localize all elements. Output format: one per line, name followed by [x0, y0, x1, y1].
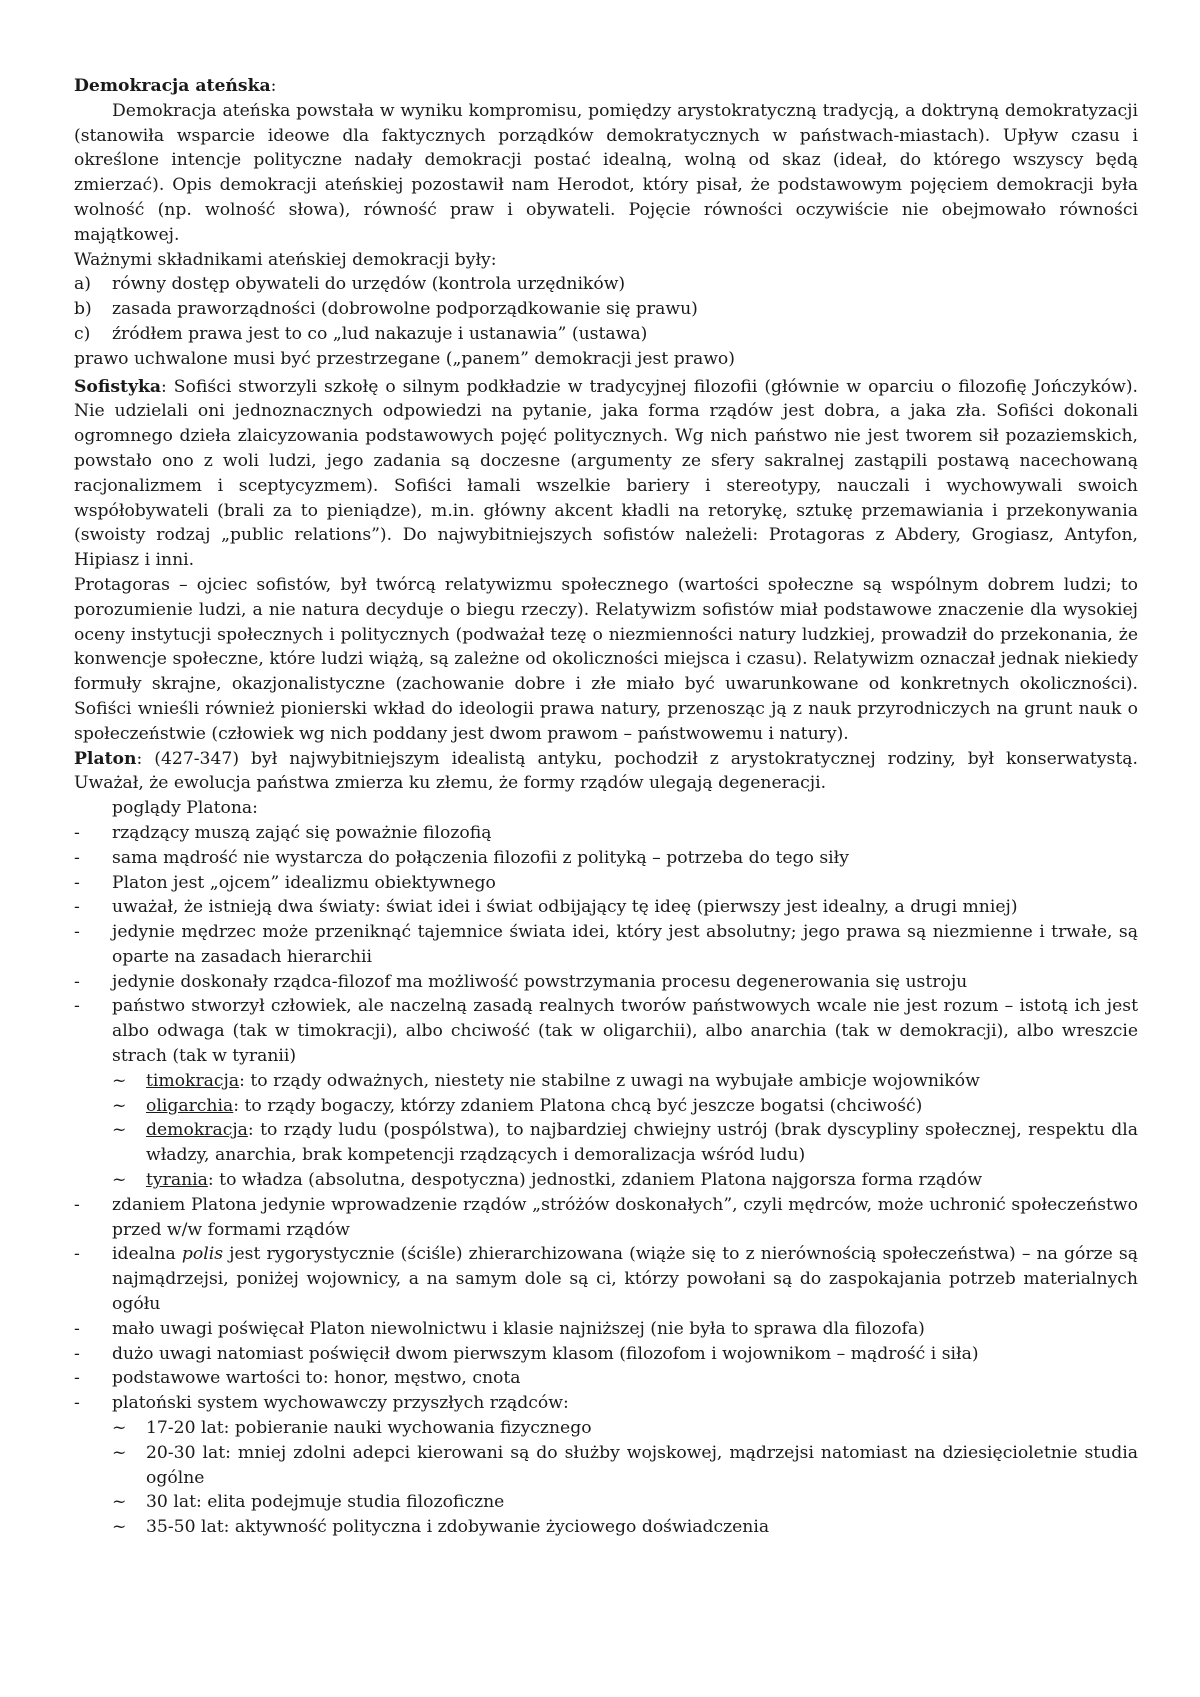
- tilde-bullet: ~: [112, 1095, 127, 1116]
- tilde-bullet: ~: [112, 1120, 127, 1141]
- ideal-post: jest rygorystycznie (ściśle) zhierarchizowana (wiąże się to z nierównością społeczeństwa) – na górze są najmądrzejsi, poniżej wojownicy, a na samym dole są ci, którzy powołani są do zaspokajania potrzeb materialnych ogółu: [112, 1244, 1138, 1315]
- demokracja-heading-line: [74, 74, 1138, 99]
- bullet: -: [74, 897, 80, 918]
- heading-colon: :: [270, 76, 277, 96]
- list-item: [74, 322, 1138, 347]
- tilde-bullet: ~: [112, 1418, 127, 1439]
- list-item-text: równy dostęp obywateli do urzędów (kontrola urzędników): [112, 274, 626, 295]
- platon-paragraph: [74, 747, 1138, 797]
- tilde-bullet: ~: [112, 1170, 127, 1191]
- list-item-text: 35-50 lat: aktywność polityczna i zdobywanie życiowego doświadczenia: [146, 1517, 770, 1538]
- list-item-text: rządzący muszą zająć się poważnie filozofią: [112, 822, 492, 843]
- tilde-bullet: ~: [112, 1517, 127, 1538]
- sub-list-item: [74, 1168, 1138, 1193]
- bullet: -: [74, 1393, 80, 1414]
- tilde-bullet: ~: [112, 1442, 127, 1463]
- list-item: [74, 1366, 1138, 1391]
- list-item: [74, 272, 1138, 297]
- bullet: -: [74, 1368, 80, 1389]
- list-item-text: [146, 1069, 1138, 1094]
- list-item: [74, 1317, 1138, 1342]
- sofistyka-paragraph: [74, 375, 1138, 573]
- list-item: [74, 1193, 1138, 1243]
- list-item-text: źródłem prawa jest to co „lud nakazuje i ustanawia” (ustawa): [112, 323, 648, 344]
- tilde-bullet: ~: [112, 1070, 127, 1091]
- list-item-text: 20-30 lat: mniej zdolni adepci kierowani są do służby wojskowej, mądrzejsi natomiast na dziesięcioletnie studia ogólne: [146, 1442, 1138, 1488]
- ideal-pre: idealna: [112, 1244, 182, 1265]
- platon-heading: Platon: [74, 748, 137, 769]
- sub-list-item: [74, 1069, 1138, 1094]
- sub-list-item: [74, 1118, 1138, 1168]
- sofistyka-text: : Sofiści stworzyli szkołę o silnym podkładzie w tradycyjnej filozofii (głównie w oparciu o filozofię Jończyków). Nie udzielali oni jednoznacznych odpowiedzi na pytanie, jaka forma rządów jest dobra, a jaka zła. Sofiści dokonali ogromnego dzieła zlaicyzowania podstawowych pojęć politycznych. Wg nich państwo nie jest tworem sił pozaziemskich, powstało ono z woli ludzi, jego zadania są doczesne (argumenty ze sfery sakralnej zastąpili postawą nacechowaną racjonalizmem i sceptycyzmem). Sofiści łamali wszelkie bariery i stereotypy, nauczali i wychowywali swoich współobywateli (brali za to pieniądze), m.in. główny akcent kładli na retorykę, sztukę przemawiania i przekonywania (swoisty rodzaj „public relations”). Do najwybitniejszych sofistów należeli: Protagoras z Abdery, Grogiasz, Antyfon, Hipiasz i inni.: [74, 376, 1138, 571]
- list-marker: b): [74, 299, 92, 320]
- list-item-text: dużo uwagi natomiast poświęcił dwom pierwszym klasom (filozofom i wojownikom – mądrość i siła): [112, 1343, 979, 1364]
- demokracja-paragraph: Demokracja ateńska powstała w wyniku kompromisu, pomiędzy arystokratyczną tradycją, a doktryną demokratyzacji (stanowiła wsparcie ideowe dla faktycznych porządków demokratycznych w państwach-miastach). Upływ czasu i określone intencje polityczne nadały demokracji postać idealną, wolną od skaz (ideał, do którego wszyscy będą zmierzać). Opis demokracji ateńskiej pozostawił nam Herodot, który pisał, że podstawowym pojęciem demokracji była wolność (np. wolność słowa), równość praw i obywateli. Pojęcie równości oczywiście nie obejmowało równości majątkowej.: [74, 100, 1138, 245]
- form-name: demokracja: [146, 1120, 248, 1141]
- list-item-text: zdaniem Platona jedynie wprowadzenie rządów „stróżów doskonałych”, czyli mędrców, może uchronić społeczeństwo przed w/w formami rządów: [112, 1194, 1138, 1240]
- form-desc: : to rządy ludu (pospólstwa), to najbardziej chwiejny ustrój (brak dyscypliny społecznej, respektu dla władzy, anarchia, brak kompetencji rządzących i demoralizacja wśród ludu): [146, 1120, 1138, 1166]
- list-item: [74, 297, 1138, 322]
- tilde-bullet: ~: [112, 1492, 127, 1513]
- protagoras-paragraph: Protagoras – ojciec sofistów, był twórcą relatywizmu społecznego (wartości społeczne są wspólnym dobrem ludzi; to porozumienie ludzi, a nie natura decyduje o biegu rzeczy). Relatywizm sofistów miał podstawowe znaczenie dla wysokiej oceny instytucji społecznych i politycznych (podważał tezę o niezmienności natury ludzkiej, prowadził do przekonania, że konwencje społeczne, które ludzi wiążą, są zależne od okoliczności miejsca i czasu). Relatywizm oznaczał jednak niekiedy formuły skrajne, okazjonalistyczne (zachowanie dobre i złe miało być uwarunkowane od konkretnych okoliczności). Sofiści wnieśli również pionierski wkład do ideologii prawa natury, przenosząc ją z nauk przyrodniczych na grunt nauk o społeczeństwie (człowiek wg nich poddany jest dwom prawom – państwowemu i natury).: [74, 574, 1138, 744]
- list-item: [74, 895, 1138, 920]
- sub-list-item: [74, 1490, 1138, 1515]
- sofistyka-heading: Sofistyka: [74, 376, 162, 397]
- platon-text: : (427-347) był najwybitniejszym idealistą antyku, pochodził z arystokratycznej rodziny, był konserwatystą. Uważał, że ewolucja państwa zmierza ku złemu, że formy rządów ulegają degeneracji.: [74, 748, 1138, 794]
- bullet: -: [74, 1343, 80, 1364]
- list-item: [74, 1242, 1138, 1316]
- list-item-text: jedynie mędrzec może przeniknąć tajemnice świata idei, który jest absolutny; jego prawa są niezmienne i trwałe, są oparte na zasadach hierarchii: [112, 922, 1138, 967]
- list-item-text: uważał, że istnieją dwa światy: świat idei i świat odbijający tę ideę (pierwszy jest idealny, a drugi mniej): [112, 897, 1018, 918]
- form-desc: : to władza (absolutna, despotyczna) jednostki, zdaniem Platona najgorsza forma rządów: [207, 1170, 983, 1191]
- bullet: -: [74, 1194, 80, 1215]
- list-item: [74, 994, 1138, 1068]
- list-item-text: platoński system wychowawczy przyszłych rządców:: [112, 1393, 569, 1414]
- demokracja-closing: prawo uchwalone musi być przestrzegane („panem” demokracji jest prawo): [74, 348, 735, 369]
- form-name: tyrania: [146, 1170, 208, 1191]
- sub-list-item: [74, 1515, 1138, 1540]
- list-item-text: zasada praworządności (dobrowolne podporządkowanie się prawu): [112, 299, 698, 320]
- list-item-text: [146, 1118, 1138, 1168]
- sub-list-item: [74, 1094, 1138, 1119]
- bullet: -: [74, 971, 80, 992]
- bullet: -: [74, 822, 80, 843]
- bullet: -: [74, 1318, 80, 1339]
- list-marker: a): [74, 274, 91, 295]
- list-item-text: mało uwagi poświęcał Platon niewolnictwu i klasie najniższej (nie była to sprawa dla filozofa): [112, 1318, 925, 1339]
- list-item: [74, 1391, 1138, 1416]
- demokracja-heading: Demokracja ateńska: [74, 76, 271, 96]
- form-desc: : to rządy bogaczy, którzy zdaniem Platona chcą być jeszcze bogatsi (chciwość): [233, 1095, 923, 1116]
- list-item-text: [146, 1094, 1138, 1119]
- list-item: [74, 871, 1138, 896]
- list-item-text: państwo stworzył człowiek, ale naczelną zasadą realnych tworów państwowych wcale nie jest rozum – istotą ich jest albo odwaga (tak w timokracji), albo chciwość (tak w oligarchii), albo anarchia (tak w demokracji), albo wreszcie strach (tak w tyranii): [112, 996, 1138, 1067]
- list-item-text: [112, 1242, 1138, 1316]
- list-item: [74, 970, 1138, 995]
- list-item-text: jedynie doskonały rządca-filozof ma możliwość powstrzymania procesu degenerowania się ustroju: [112, 971, 968, 992]
- demokracja-list-intro: Ważnymi składnikami ateńskiej demokracji były:: [74, 249, 497, 270]
- form-name: oligarchia: [146, 1095, 234, 1116]
- sub-list-item: [74, 1416, 1138, 1441]
- list-item: [74, 1342, 1138, 1367]
- ideal-polis: polis: [181, 1244, 224, 1265]
- form-desc: : to rządy odważnych, niestety nie stabilne z uwagi na wybujałe ambicje wojowników: [239, 1070, 980, 1091]
- bullet: -: [74, 996, 80, 1017]
- bullet: -: [74, 922, 80, 943]
- bullet: -: [74, 847, 80, 868]
- list-item: [74, 821, 1138, 846]
- list-item-text: [146, 1168, 1138, 1193]
- bullet: -: [74, 872, 80, 893]
- sub-list-item: [74, 1441, 1138, 1491]
- list-item: [74, 920, 1138, 970]
- list-item-text: Platon jest „ojcem” idealizmu obiektywnego: [112, 872, 496, 893]
- bullet: -: [74, 1244, 80, 1265]
- list-item-text: sama mądrość nie wystarcza do połączenia filozofii z polityką – potrzeba do tego siły: [112, 847, 849, 868]
- list-item-text: 17-20 lat: pobieranie nauki wychowania fizycznego: [146, 1418, 592, 1439]
- platon-views-label: poglądy Platona:: [112, 798, 258, 819]
- list-item-text: 30 lat: elita podejmuje studia filozoficzne: [146, 1492, 505, 1513]
- list-marker: c): [74, 323, 91, 344]
- form-name: timokracja: [146, 1070, 240, 1091]
- list-item-text: podstawowe wartości to: honor, męstwo, cnota: [112, 1368, 521, 1389]
- list-item: [74, 846, 1138, 871]
